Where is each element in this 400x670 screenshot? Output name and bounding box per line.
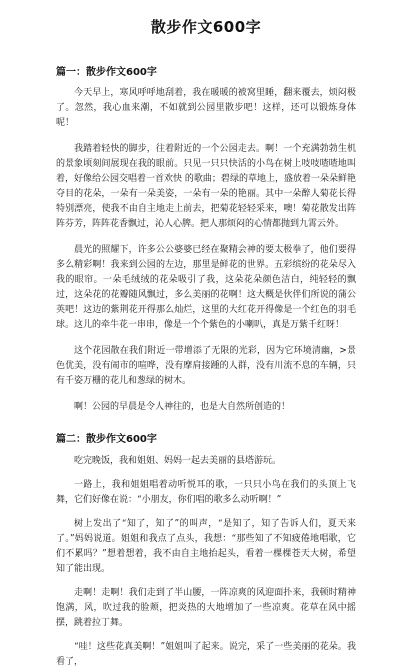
section-2-paragraph-5: “哇！这些花真美啊！”姐姐叫了起来。说完，采了一些美丽的花朵。我看了， — [56, 642, 356, 667]
section-2-paragraph-1: 吃完晚饭，我和姐姐、妈妈一起去美丽的县塔游玩。 — [74, 456, 282, 466]
section-2-heading: 篇二：散步作文600字 — [56, 434, 157, 445]
section-1-paragraph-5: 啊！公园的早晨是令人神往的，也是大自然所创造的！ — [74, 402, 291, 412]
section-2-paragraph-2: 一路上，我和姐姐唱着动听悦耳的歌，一只只小鸟在我们的头顶上飞舞，它们好像在说：“小朋友，你们唱的歌多么动听啊！” — [56, 480, 356, 505]
section-1-paragraph-2: 我踏着轻快的脚步，往着附近的一个公园走去。啊！一个充满勃勃生机的景象顷刻间展现在我的眼前。只见一只只快活的小鸟在树上吱吱喳喳地叫着，好像给公园交唱着一首欢快 的歌曲；碧绿的草地上，盛放着一朵朵鲜艳夺目的花朵，一朵有一朵美姿，一朵有一朵的艳丽。其中一朵醉人菊花长得特别漂亮，使我不由自主地走上前去，把菊花轻轻采来，噢！菊花散发出阵阵芬芳，阵阵花香飘过，沁人心脾。把人那烦闷的心情都抛到九霄云外。 — [56, 144, 356, 229]
section-2 — [56, 433, 356, 670]
section-2-paragraph-3: 树上发出了“知了，知了”的叫声，“是知了，知了告诉人们，夏天来了。”妈妈说道。姐姐和我点了点头，我想：“那些知了不知疲倦地唱歌，它们不累吗？”想着想着，我不由自主地抬起头，看着一棵棵苍天大树，希望知了能出现。 — [56, 519, 356, 574]
section-1-paragraph-4: 这个花园散在我们附近一带增添了无限的光彩，因为它环境清幽，>景色优美，没有闹市的喧哗，没有摩肩接踵的人群，没有川流不息的车辆，只有千姿万栅的花儿和葱绿的树木。 — [56, 346, 356, 386]
document-title: 散步作文600字 — [150, 18, 262, 36]
section-2-paragraph-4: 走啊！走啊！我们走到了半山腰，一阵凉爽的风迎面扑来，我顿时精神饱满，风，吹过我的脸颊，把炎热的大地增加了一些凉爽。花草在风中摇摆，跳着拉丁舞。 — [56, 588, 356, 628]
section-1-paragraph-1: 今天早上，寒风呼呼地刮着，我在暖暖的被窝里睡，翻来覆去，烦闷极了。忽然，我心血来潮，不如就到公园里散步吧！这样，还可以锻炼身体呢！ — [56, 88, 356, 128]
section-1-paragraph-3: 晨光的照耀下，许多公公婆婆已经在聚精会神的要太极拳了，他们要得多么精彩啊！我来到公园的左边，那里是鲜花的世界。五彩缤纷的花朵尽入我的眼帘。一朵毛绒绒的花朵吸引了我，这朵花朵颜色洁白，纯轻轻的飘过，这朵花的花瓣随风飘过，多么美丽的花啊！这大概是伙伴们所说的蒲公英吧！这边的紫荆花开得那么灿烂，这里的大红花开得像是一个红色的羽毛球。这儿的牵牛花一串串，像是一个个紫色的小喇叭，真是万紫千红呀！ — [56, 245, 356, 330]
section-1 — [56, 66, 356, 415]
section-1-heading: 篇一：散步作文600字 — [56, 67, 157, 78]
